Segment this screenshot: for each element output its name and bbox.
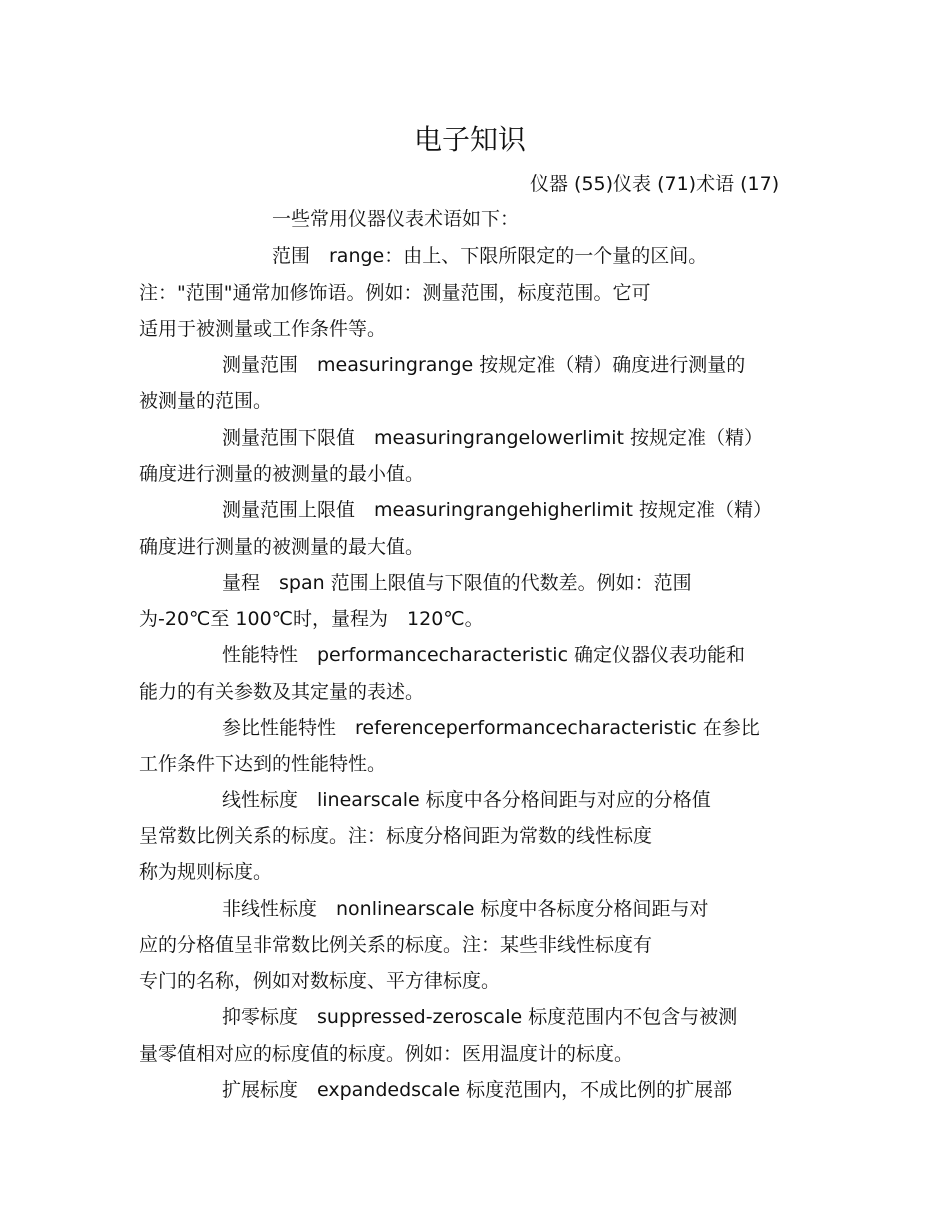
- paragraph-line: 称为规则标度。: [139, 861, 273, 883]
- paragraph-line: 确度进行测量的被测量的最大值。: [139, 536, 425, 558]
- paragraph-line: 扩展标度 expandedscale 标度范围内，不成比例的扩展部: [222, 1079, 733, 1101]
- paragraph-line: 范围 range：由上、下限所限定的一个量的区间。: [272, 245, 708, 267]
- paragraph-line: 一些常用仪器仪表术语如下：: [272, 208, 520, 230]
- paragraph-line: 测量范围上限值 measuringrangehigherlimit 按规定准（精）: [222, 499, 772, 521]
- paragraph-line: 为-20℃至 100℃时，量程为 120℃。: [139, 608, 484, 630]
- paragraph-line: 非线性标度 nonlinearscale 标度中各标度分格间距与对: [222, 898, 709, 920]
- paragraph-line: 参比性能特性 referenceperformancecharacteristic 在参比: [222, 717, 760, 739]
- document-title: 电子知识: [413, 123, 526, 156]
- paragraph-line: 测量范围下限值 measuringrangelowerlimit 按规定准（精）: [222, 427, 763, 449]
- paragraph-line: 能力的有关参数及其定量的表述。: [139, 681, 425, 703]
- paragraph-line: 专门的名称，例如对数标度、平方律标度。: [139, 970, 501, 992]
- paragraph-line: 应的分格值呈非常数比例关系的标度。注：某些非线性标度有: [139, 934, 653, 956]
- paragraph-line: 量程 span 范围上限值与下限值的代数差。例如：范围: [222, 572, 692, 594]
- paragraph-line: 性能特性 performancecharacteristic 确定仪器仪表功能和: [222, 644, 746, 666]
- paragraph-line: 测量范围 measuringrange 按规定准（精）确度进行测量的: [222, 354, 746, 376]
- paragraph-line: 抑零标度 suppressed-zeroscale 标度范围内不包含与被测: [222, 1006, 738, 1028]
- paragraph-line: 工作条件下达到的性能特性。: [139, 753, 387, 775]
- paragraph-line: 注："范围"通常加修饰语。例如：测量范围，标度范围。它可: [139, 282, 651, 304]
- paragraph-line: 被测量的范围。: [139, 390, 273, 412]
- paragraph-line: 线性标度 linearscale 标度中各分格间距与对应的分格值: [222, 789, 711, 811]
- paragraph-line: 确度进行测量的被测量的最小值。: [139, 463, 425, 485]
- paragraph-line: 适用于被测量或工作条件等。: [139, 318, 387, 340]
- paragraph-line: 呈常数比例关系的标度。注：标度分格间距为常数的线性标度: [139, 825, 653, 847]
- paragraph-line: 量零值相对应的标度值的标度。例如：医用温度计的标度。: [139, 1043, 634, 1065]
- category-tags: 仪器 (55)仪表 (71)术语 (17): [530, 173, 780, 195]
